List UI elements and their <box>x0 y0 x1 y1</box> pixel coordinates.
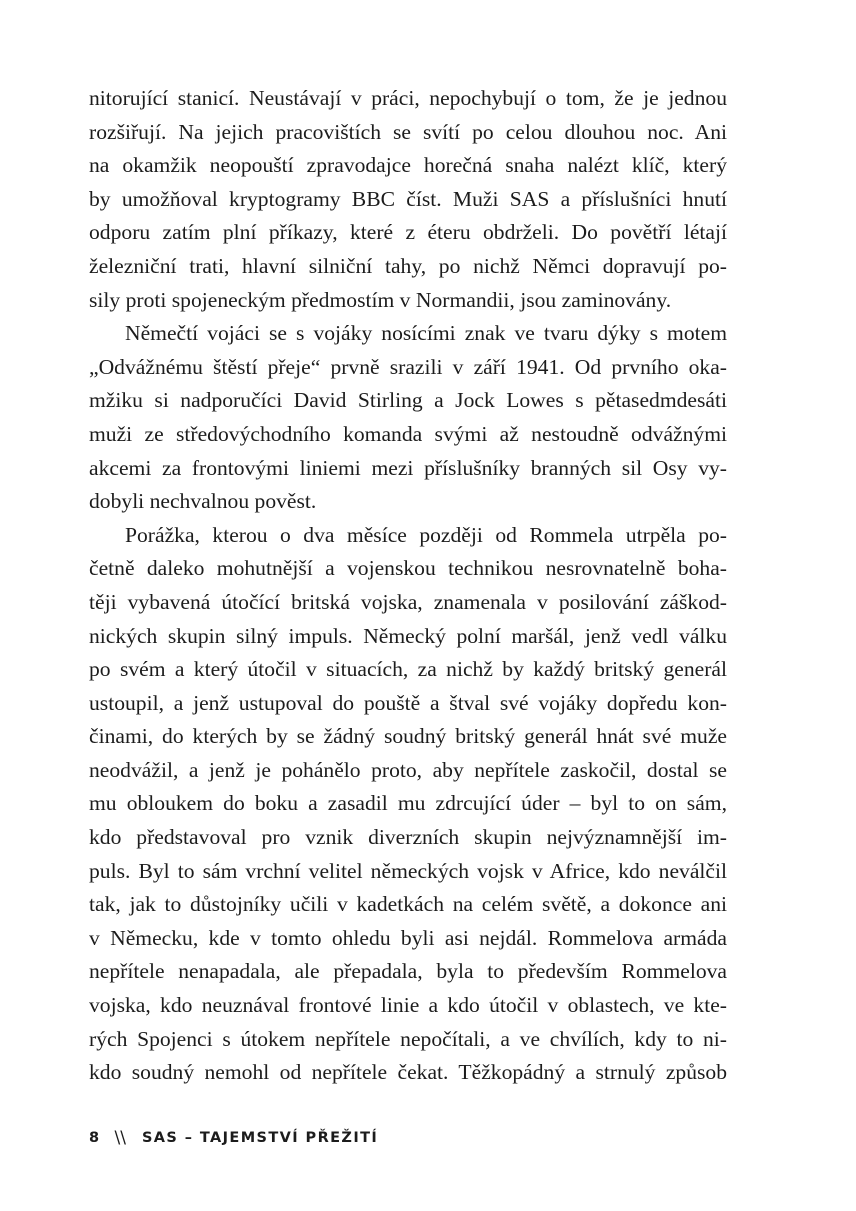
body-text <box>89 82 727 1090</box>
text-line: vojska, kdo neuznával frontové linie a kdo útočil v oblastech, ve kte- <box>89 993 727 1018</box>
text-line: činami, do kterých by se žádný soudný britský generál hnát své muže <box>89 724 727 749</box>
text-line: kdo představoval pro vznik diverzních skupin nejvýznamnější im- <box>89 825 727 850</box>
text-line: četně daleko mohutnější a vojenskou technikou nesrovnatelně boha- <box>89 556 727 581</box>
text-line: nitorující stanicí. Neustávají v práci, nepochybují o tom, že je jednou <box>89 86 727 110</box>
text-line: tak, jak to důstojníky učili v kadetkách na celém světě, a dokonce ani <box>89 892 727 917</box>
text-line: dobyli nechvalnou pověst. <box>89 489 317 514</box>
text-line: „Odvážnému štěstí přeje“ prvně srazili v září 1941. Od prvního oka- <box>89 354 727 379</box>
text-line: rozšiřují. Na jejich pracovištích se svítí po celou dlouhou noc. Ani <box>89 119 727 144</box>
text-line: akcemi za frontovými liniemi mezi příslušníky branných sil Osy vy- <box>89 455 727 480</box>
footer-separator: \\ <box>114 1128 126 1148</box>
paragraph-first-line: Porážka, kterou o dva měsíce později od Rommela utrpěla po- <box>125 522 727 547</box>
text-line: mu obloukem do boku a zasadil mu zdrcující úder – byl to on sám, <box>89 791 727 816</box>
text-line: kdo soudný nemohl od nepřítele čekat. Těžkopádný a strnulý způsob <box>89 1060 727 1085</box>
text-line: nických skupin silný impuls. Německý polní maršál, jenž vedl válku <box>89 623 727 648</box>
text-line: by umožňoval kryptogramy BBC číst. Muži SAS a příslušníci hnutí <box>89 186 727 211</box>
text-line: těji vybavená útočící britská vojska, znamenala v posilování záškod- <box>89 589 727 614</box>
text-line: puls. Byl to sám vrchní velitel německých vojsk v Africe, kdo neválčil <box>89 858 727 883</box>
text-line: po svém a který útočil v situacích, za nichž by každý britský generál <box>89 657 727 682</box>
text-line: rých Spojenci s útokem nepřítele nepočítali, a ve chvílích, kdy to ni- <box>89 1026 727 1051</box>
running-title: SAS – TAJEMSTVÍ PŘEŽITÍ <box>141 1130 379 1146</box>
text-line: na okamžik neopouští zpravodajce horečná snaha nalézt klíč, který <box>89 153 727 178</box>
page-number: 8 <box>89 1130 101 1146</box>
text-line: sily proti spojeneckým předmostím v Normandii, jsou zaminovány. <box>89 287 672 312</box>
text-line: nepřítele nenapadala, ale přepadala, byla to především Rommelova <box>89 959 727 984</box>
text-line: neodvážil, a jenž je pohánělo proto, aby nepřítele zaskočil, dostal se <box>89 757 727 782</box>
text-line: železniční trati, hlavní silniční tahy, po nichž Němci dopravují po- <box>89 253 727 278</box>
text-line: mžiku si nadporučíci David Stirling a Jock Lowes s pětasedmdesáti <box>89 388 727 413</box>
text-line: ustoupil, a jenž ustupoval do pouště a štval své vojáky dopředu kon- <box>89 690 727 715</box>
paragraph-first-line: Němečtí vojáci se s vojáky nosícími znak ve tvaru dýky s motem <box>125 321 727 346</box>
text-line: odporu zatím plní příkazy, které z éteru obdrželi. Do povětří létají <box>89 220 727 245</box>
text-line: v Německu, kde v tomto ohledu byli asi nejdál. Rommelova armáda <box>89 925 727 950</box>
page-footer <box>89 1125 378 1151</box>
text-line: muži ze středovýchodního komanda svými až nestoudně odvážnými <box>89 421 727 446</box>
